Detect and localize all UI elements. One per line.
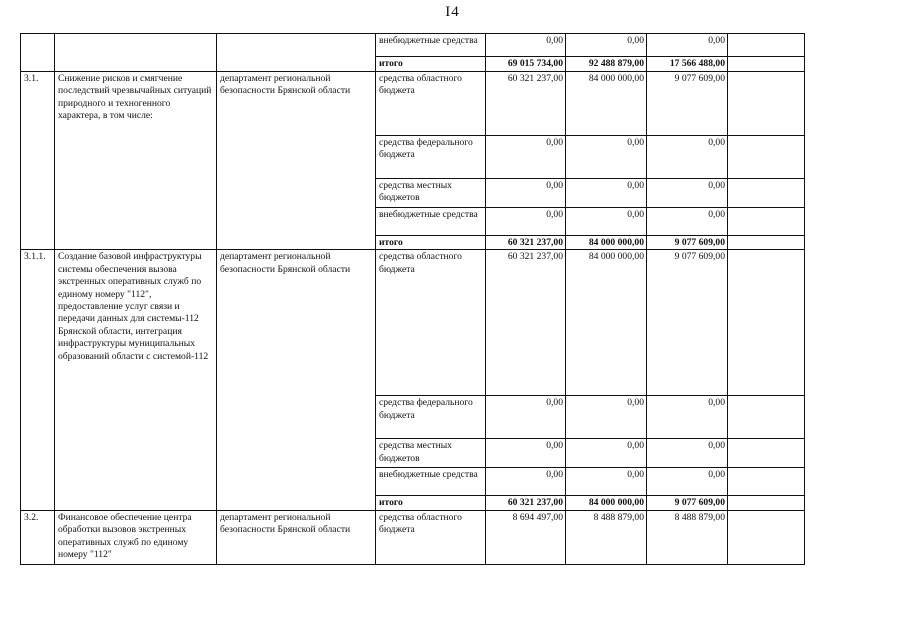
executor-cell: департамент региональной безопасности Брянской области xyxy=(217,510,376,564)
funding-source: средства областного бюджета xyxy=(376,510,486,564)
value-year-3: 0,00 xyxy=(647,34,728,57)
value-year-3: 0,00 xyxy=(647,208,728,236)
value-year-3: 0,00 xyxy=(647,179,728,208)
value-year-2: 0,00 xyxy=(566,439,647,468)
value-year-2: 0,00 xyxy=(566,208,647,236)
row-number-cell: 3.2. xyxy=(21,510,55,564)
activity-name-cell xyxy=(55,34,217,72)
value-year-2: 0,00 xyxy=(566,396,647,439)
executor-cell: департамент региональной безопасности Брянской области xyxy=(217,250,376,510)
empty-cell xyxy=(728,57,805,72)
value-year-3: 9 077 609,00 xyxy=(647,72,728,136)
executor-cell xyxy=(217,34,376,72)
value-year-2: 0,00 xyxy=(566,468,647,496)
value-year-2: 0,00 xyxy=(566,136,647,179)
empty-cell xyxy=(728,236,805,250)
empty-cell xyxy=(728,396,805,439)
budget-table xyxy=(20,33,805,565)
value-year-1: 60 321 237,00 xyxy=(486,250,566,396)
funding-source: средства федерального бюджета xyxy=(376,136,486,179)
total-year-3: 17 566 488,00 xyxy=(647,57,728,72)
empty-cell xyxy=(728,179,805,208)
total-year-1: 69 015 734,00 xyxy=(486,57,566,72)
value-year-1: 0,00 xyxy=(486,396,566,439)
value-year-1: 8 694 497,00 xyxy=(486,510,566,564)
empty-cell xyxy=(728,208,805,236)
empty-cell xyxy=(728,34,805,57)
value-year-1: 60 321 237,00 xyxy=(486,72,566,136)
funding-source: внебюджетные средства xyxy=(376,468,486,496)
value-year-2: 0,00 xyxy=(566,179,647,208)
total-year-2: 84 000 000,00 xyxy=(566,236,647,250)
value-year-1: 0,00 xyxy=(486,439,566,468)
empty-cell xyxy=(728,439,805,468)
empty-cell xyxy=(728,496,805,510)
row-number-cell xyxy=(21,34,55,72)
value-year-3: 0,00 xyxy=(647,136,728,179)
funding-source: средства местных бюджетов xyxy=(376,439,486,468)
value-year-2: 8 488 879,00 xyxy=(566,510,647,564)
funding-source: внебюджетные средства xyxy=(376,208,486,236)
activity-name-cell: Финансовое обеспечение центра обработки вызовов экстренных оперативных служб по единому номеру "112" xyxy=(55,510,217,564)
value-year-1: 0,00 xyxy=(486,34,566,57)
total-year-2: 84 000 000,00 xyxy=(566,496,647,510)
value-year-3: 0,00 xyxy=(647,439,728,468)
total-year-3: 9 077 609,00 xyxy=(647,496,728,510)
empty-cell xyxy=(728,136,805,179)
activity-name-cell: Создание базовой инфраструктуры системы обеспечения вызова экстренных оперативных служб по единому номеру "112", предоставление услуг связи и передачи данных для системы-112 Брянской области, интеграция инфраструктуры муниципальных образований области с системой-112 xyxy=(55,250,217,510)
page-number: I4 xyxy=(445,4,460,20)
total-year-3: 9 077 609,00 xyxy=(647,236,728,250)
value-year-1: 0,00 xyxy=(486,208,566,236)
empty-cell xyxy=(728,468,805,496)
funding-source: средства местных бюджетов xyxy=(376,179,486,208)
funding-source-total: итого xyxy=(376,236,486,250)
activity-name-cell: Снижение рисков и смягчение последствий чрезвычайных ситуаций природного и техногенного характера, в том числе: xyxy=(55,72,217,250)
value-year-2: 0,00 xyxy=(566,34,647,57)
funding-source: средства областного бюджета xyxy=(376,250,486,396)
value-year-3: 9 077 609,00 xyxy=(647,250,728,396)
empty-cell xyxy=(728,250,805,396)
value-year-2: 84 000 000,00 xyxy=(566,250,647,396)
value-year-1: 0,00 xyxy=(486,179,566,208)
funding-source: средства федерального бюджета xyxy=(376,396,486,439)
value-year-1: 0,00 xyxy=(486,468,566,496)
value-year-2: 84 000 000,00 xyxy=(566,72,647,136)
row-number-cell: 3.1.1. xyxy=(21,250,55,510)
value-year-3: 8 488 879,00 xyxy=(647,510,728,564)
funding-source: средства областного бюджета xyxy=(376,72,486,136)
funding-source-total: итого xyxy=(376,496,486,510)
empty-cell xyxy=(728,510,805,564)
row-number-cell: 3.1. xyxy=(21,72,55,250)
total-year-1: 60 321 237,00 xyxy=(486,236,566,250)
total-year-2: 92 488 879,00 xyxy=(566,57,647,72)
value-year-3: 0,00 xyxy=(647,396,728,439)
executor-cell: департамент региональной безопасности Брянской области xyxy=(217,72,376,250)
value-year-1: 0,00 xyxy=(486,136,566,179)
value-year-3: 0,00 xyxy=(647,468,728,496)
funding-source-total: итого xyxy=(376,57,486,72)
funding-source: внебюджетные средства xyxy=(376,34,486,57)
empty-cell xyxy=(728,72,805,136)
total-year-1: 60 321 237,00 xyxy=(486,496,566,510)
